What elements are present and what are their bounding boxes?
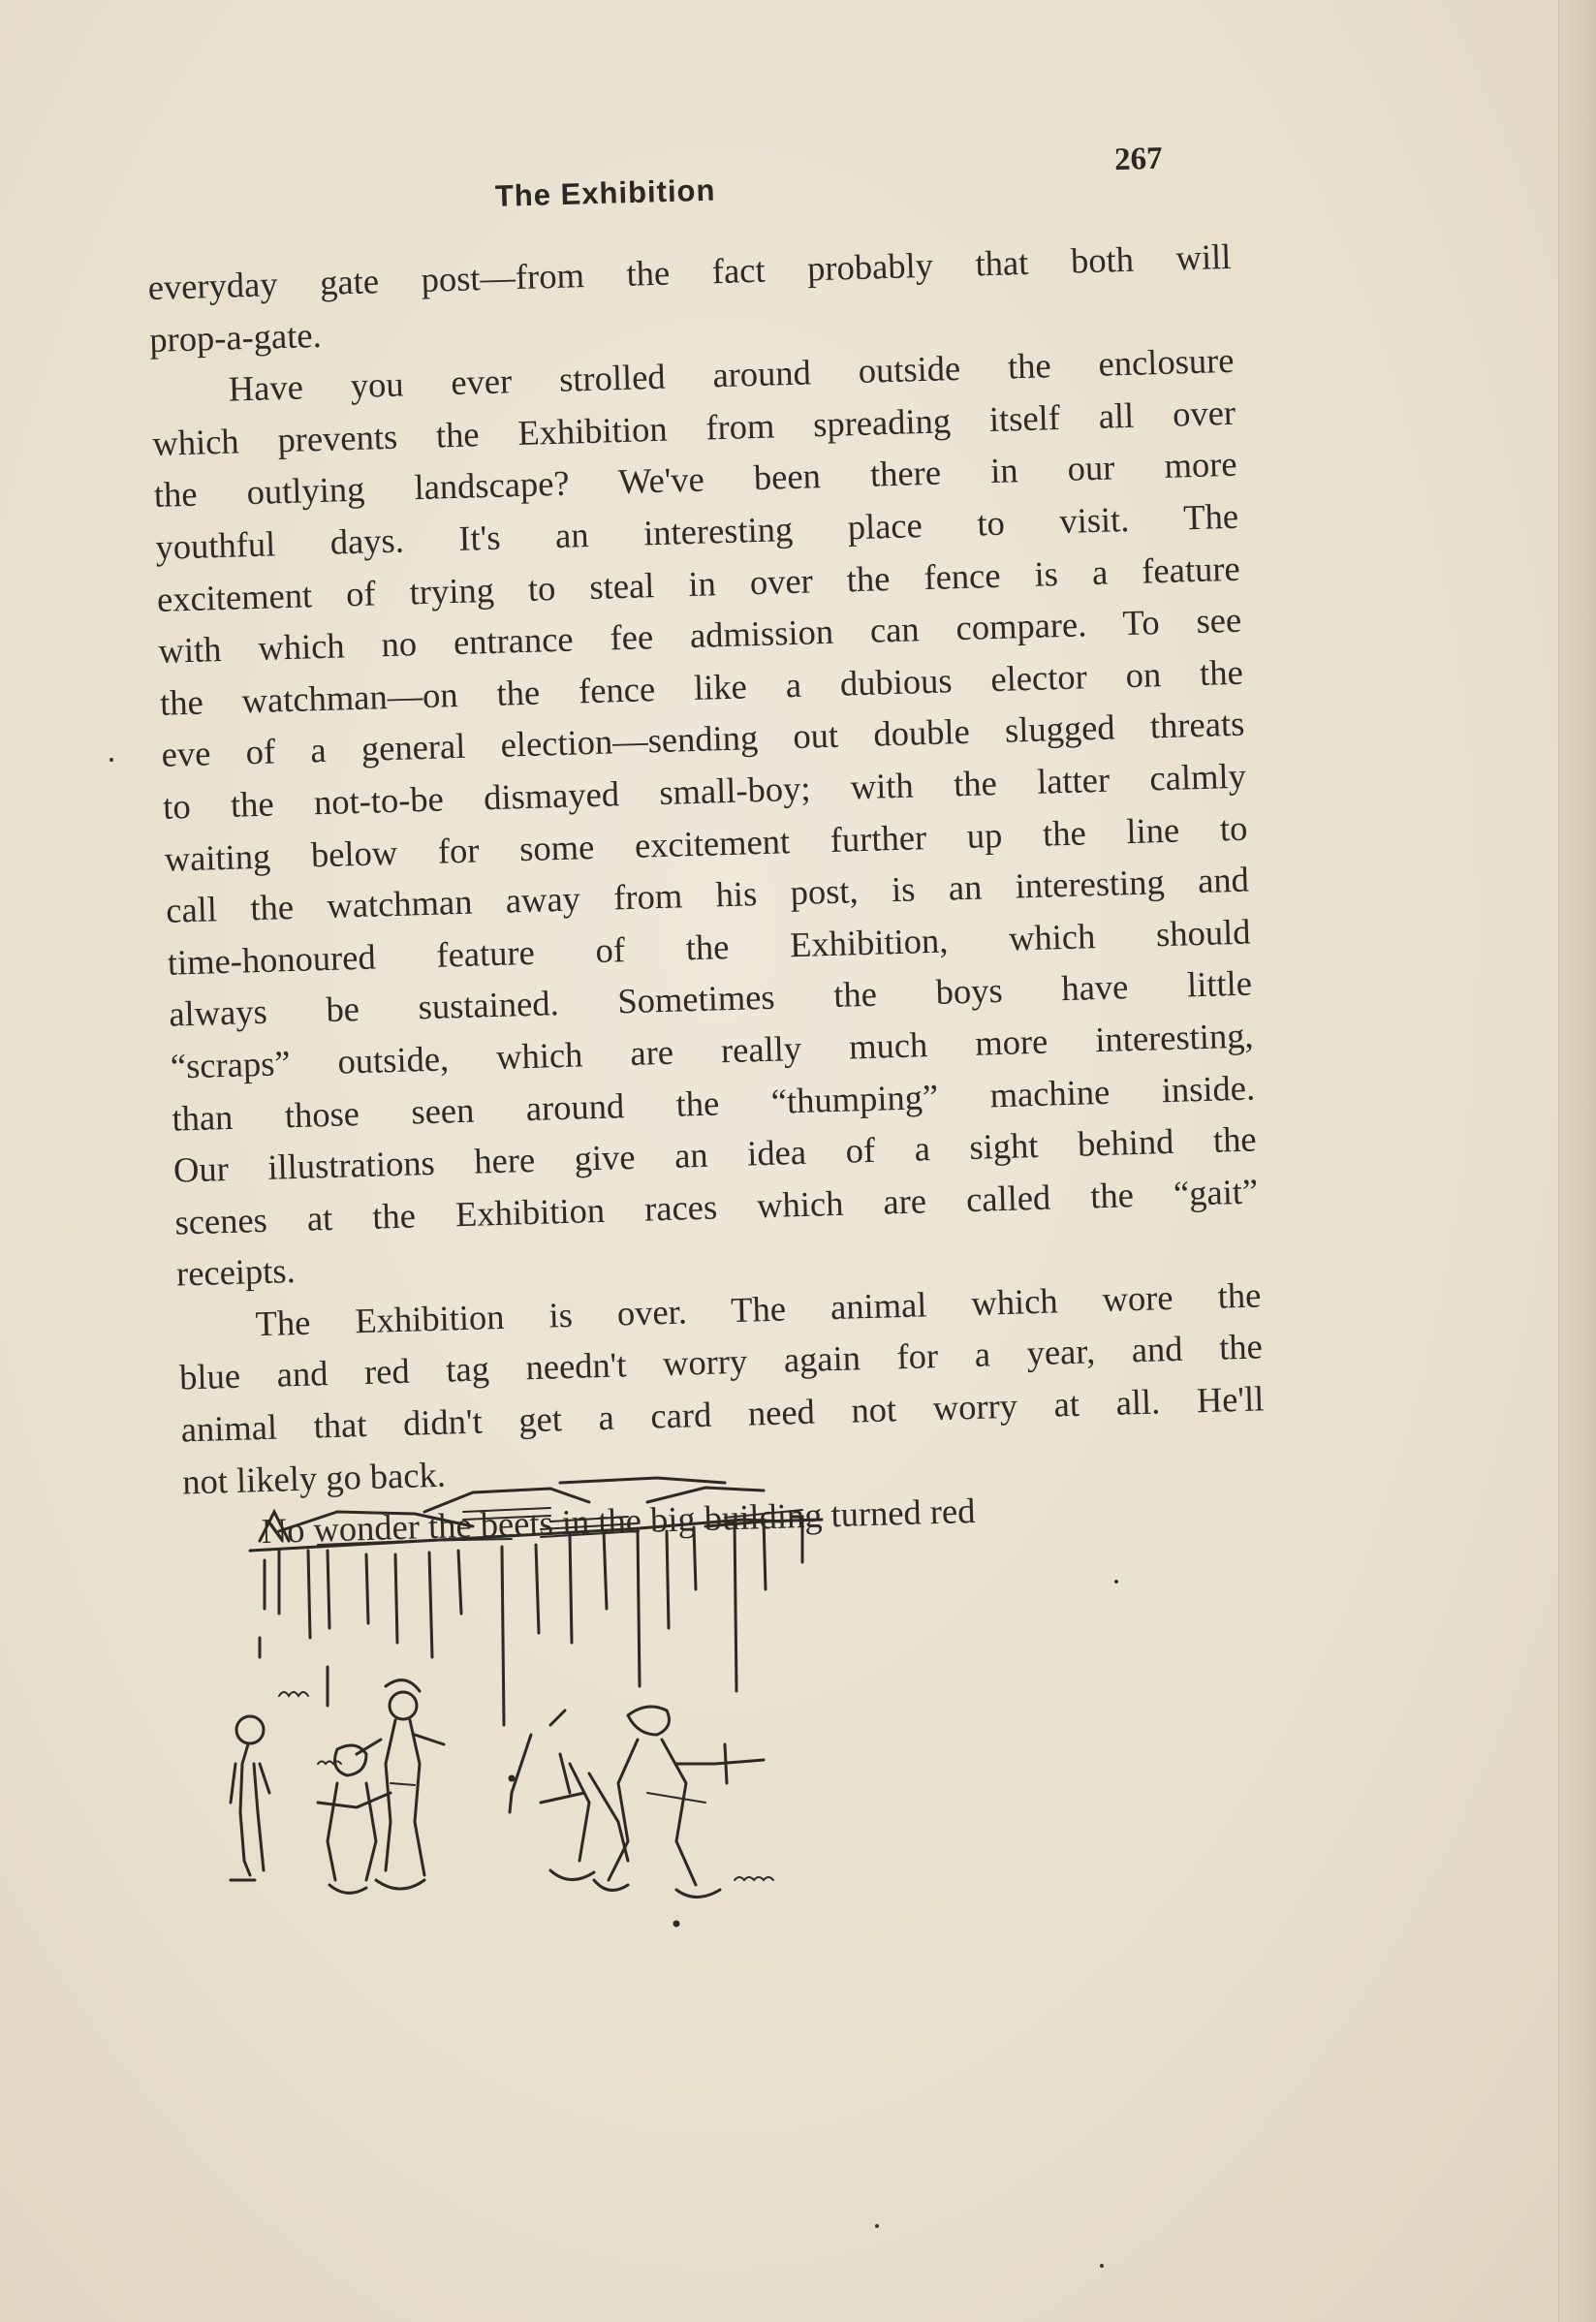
text-line: time-honoured feature of the Exhibition, which should <box>167 911 1251 983</box>
text-line: prop-a-gate. <box>148 314 323 360</box>
text-line: “scraps” outside, which are really much more interesting, <box>170 1015 1255 1086</box>
text-line: The Exhibition is over. The animal which wore the <box>255 1274 1262 1344</box>
text-line: blue and red tag needn't worry again for a year, and the <box>178 1326 1264 1397</box>
text-line: eve of a general election—sending out double slugged threats <box>161 703 1245 775</box>
text-line: excitement of trying to steal in over the fence is a feature <box>156 548 1241 619</box>
text-line: youthful days. It's an interesting place to visit. The <box>154 495 1239 567</box>
text-line: than those seen around the “thumping” machine inside. <box>171 1066 1256 1139</box>
text-line: call the watchman away from his post, is an interesting and <box>165 859 1250 930</box>
body-text <box>147 231 1267 1559</box>
line-drawing-illustration <box>221 1473 957 2016</box>
ink-speck <box>110 758 113 762</box>
text-line: with which no entrance fee admission can compare. To see <box>157 599 1242 671</box>
running-title: The Exhibition <box>494 173 716 213</box>
text-line: not likely go back. <box>181 1454 447 1502</box>
text-line: Our illustrations here give an idea of a sight behind the <box>172 1118 1258 1190</box>
illustration-svg <box>221 1473 957 2016</box>
text-line: to the not-to-be dismayed small-boy; with the latter calmly <box>162 755 1247 827</box>
ink-speck <box>875 2224 879 2228</box>
text-line: which prevents the Exhibition from spreading itself all over <box>151 392 1236 463</box>
text-line: everyday gate post—from the fact probably that both will <box>147 235 1232 307</box>
text-line: Have you ever strolled around outside the enclosure <box>228 339 1235 409</box>
running-head <box>145 139 1269 213</box>
text-line: always be sustained. Sometimes the boys have little <box>168 962 1253 1034</box>
text-line: No wonder the beets in the big building turned red <box>261 1490 976 1552</box>
text-line: receipts. <box>175 1250 297 1294</box>
text-line: animal that didn't get a card need not worry at all. He'll <box>180 1378 1265 1450</box>
page-edge <box>1558 0 1596 2322</box>
text-line: the watchman—on the fence like a dubious elector on the <box>159 651 1244 723</box>
ink-speck <box>1100 2264 1104 2268</box>
page-number: 267 <box>1113 141 1164 178</box>
text-line: the outlying landscape? We've been there in our more <box>153 444 1238 516</box>
text-line: waiting below for some excitement further up the line to <box>164 807 1248 879</box>
text-line: scenes at the Exhibition races which are called the “gait” <box>173 1171 1259 1242</box>
ink-speck <box>1114 1580 1118 1584</box>
